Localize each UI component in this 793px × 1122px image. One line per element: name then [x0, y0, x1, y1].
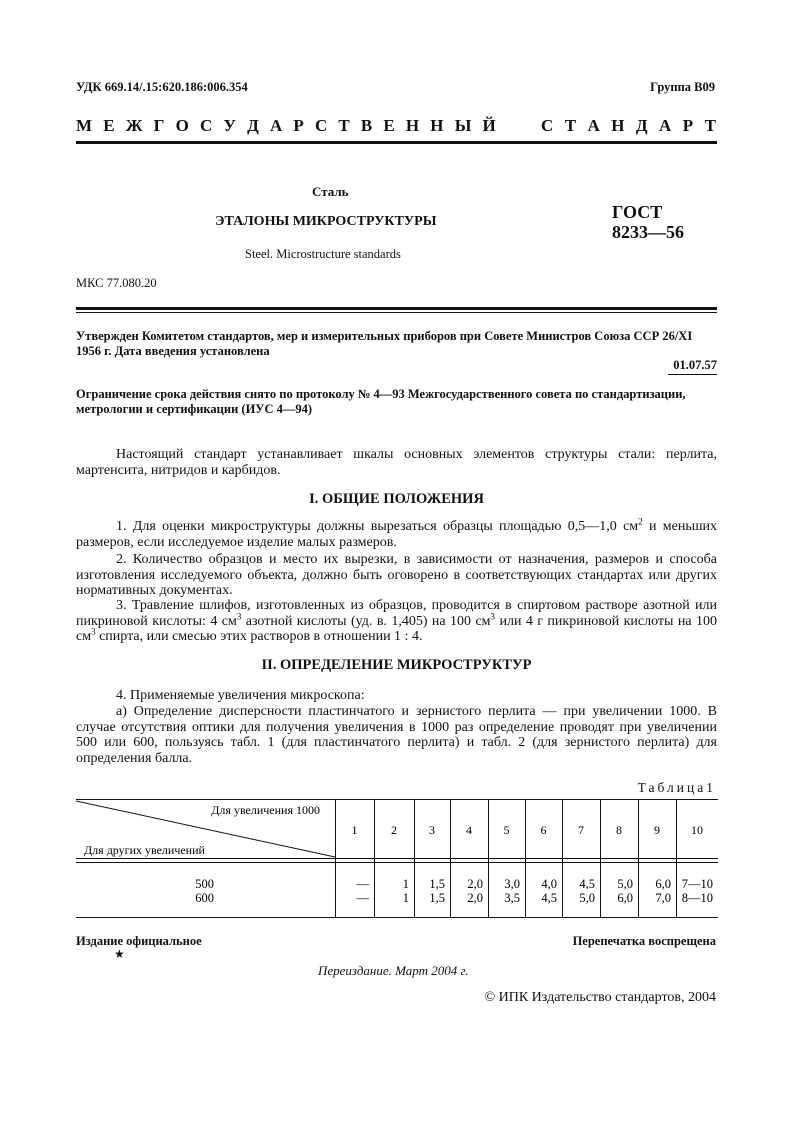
banner-left-letter: У	[223, 116, 236, 135]
group-code: Группа В09	[650, 80, 715, 94]
title-rule	[76, 307, 717, 310]
banner-left-letter: О	[175, 116, 189, 135]
paragraph-1	[76, 516, 717, 550]
table-cell: 6,0	[655, 877, 671, 891]
gost-code: 8233—56	[612, 222, 684, 242]
section-1-title: I. ОБЩИЕ ПОЛОЖЕНИЯ	[309, 491, 484, 507]
p3-text-b: азотной кислоты (уд. в. 1,405) на 100 см	[241, 613, 491, 629]
star-icon: ★	[114, 947, 125, 961]
table-column-header: 8	[616, 823, 622, 837]
gost-label: ГОСТ	[612, 202, 663, 222]
table-cell: 7,0	[655, 891, 671, 905]
gost-number	[612, 202, 684, 242]
table-row-label: 600	[195, 891, 214, 905]
banner-left-letter: М	[76, 116, 93, 135]
standard-banner	[76, 116, 716, 136]
table-cell: 5,0	[617, 877, 633, 891]
table-cell: 7—10	[681, 877, 713, 891]
table-column-header: 3	[429, 823, 435, 837]
table-corner-top: Для увеличения 1000	[211, 803, 320, 817]
table-cell: 1	[402, 891, 409, 905]
banner-left-letter: Е	[103, 116, 115, 135]
paragraph-4: 4. Применяемые увеличения микроскопа:	[116, 688, 365, 703]
banner-right-letter: А	[587, 116, 600, 135]
english-title: Steel. Microstructure standards	[245, 247, 401, 261]
table-cell: 4,0	[541, 877, 557, 891]
p3-sup-2: 3	[490, 610, 496, 621]
introduction-date: 01.07.57	[673, 358, 717, 372]
section-2-title: II. ОПРЕДЕЛЕНИЕ МИКРОСТРУКТУР	[261, 657, 532, 673]
table-1	[76, 799, 718, 918]
copyright: © ИПК Издательство стандартов, 2004	[484, 990, 716, 1005]
table-cell: 8—10	[681, 891, 713, 905]
table-cell: 3,5	[504, 891, 520, 905]
p3-text-d: спирта, или смесью этих растворов в отношении 1 : 4.	[95, 629, 423, 644]
udk-code: УДК 669.14/.15:620.186:006.354	[76, 80, 248, 94]
reprint-forbidden: Перепечатка воспрещена	[572, 934, 716, 948]
table-corner-bottom: Для других увеличений	[84, 843, 205, 857]
official-edition: Издание официальное	[76, 934, 202, 948]
banner-left-letter: Г	[153, 116, 165, 135]
table-column-header: 9	[654, 823, 660, 837]
table-row-label: 500	[195, 877, 214, 891]
table-cell: 1	[402, 877, 409, 891]
paragraph-3	[76, 598, 717, 645]
header-rule	[76, 141, 717, 144]
banner-right-letter: Д	[635, 116, 648, 135]
table-column-header: 1	[351, 823, 358, 837]
table-column-header: 6	[540, 823, 547, 837]
banner-left-letter: Е	[383, 116, 395, 135]
p3-sup-3: 3	[91, 626, 96, 637]
table-cell: 5,0	[579, 891, 595, 905]
banner-left-letter: Д	[247, 116, 259, 135]
p3-text-c: или 4 г пикриновой кислоты на 100 см	[76, 613, 717, 644]
banner-right-letter: Н	[611, 116, 625, 135]
banner-left-letter: Й	[482, 116, 496, 135]
table-cell: —	[356, 877, 369, 891]
table-column-header: 2	[391, 823, 397, 837]
date-underline	[668, 374, 717, 375]
approval-text: Утвержден Комитетом стандартов, мер и измерительных приборов при Совете Министров Союза ССР 26/XI 1956 г. Дата введения установлена	[76, 329, 693, 358]
banner-left-letter: Р	[293, 116, 304, 135]
table-cell: 2,0	[467, 877, 483, 891]
table-cell: 2,0	[467, 891, 483, 905]
banner-left-letter: В	[360, 116, 373, 135]
limitation-text: Ограничение срока действия снято по протоколу № 4—93 Межгосударственного совета по стандартизации, метрологии и сертификации (ИУС 4—94)	[76, 387, 686, 416]
table-caption: Таблица1	[637, 780, 716, 795]
table-cell: —	[356, 891, 369, 905]
table-cell: 1,5	[429, 877, 445, 891]
standard-title: ЭТАЛОНЫ МИКРОСТРУКТУРЫ	[215, 214, 437, 229]
table-cell: 4,5	[541, 891, 557, 905]
p1-sup: 2	[638, 516, 643, 527]
reissue-note: Переиздание. Март 2004 г.	[318, 963, 469, 978]
mks-code: МКС 77.080.20	[76, 276, 157, 290]
table-cell: 3,0	[504, 877, 520, 891]
table-column-header: 5	[503, 823, 510, 837]
banner-left-letter: Ы	[454, 116, 472, 135]
banner-right-letter: А	[659, 116, 672, 135]
p1-text-a: 1. Для оценки микроструктуры должны вырезаться образцы площадью 0,5—1,0 см	[116, 519, 639, 534]
banner-left-letter: Ж	[125, 116, 143, 135]
material-label: Сталь	[312, 184, 349, 199]
banner-right-letter: Т	[564, 116, 577, 135]
banner-left-letter: А	[269, 116, 283, 135]
table-cell: 6,0	[617, 891, 633, 905]
banner-right	[541, 116, 716, 136]
table-column-header: 4	[466, 823, 472, 837]
banner-left-letter: Т	[338, 116, 350, 135]
title-rule-thin	[76, 312, 717, 313]
table-column-header: 10	[691, 823, 703, 837]
banner-left-letter: С	[200, 116, 213, 135]
banner-left-letter: Н	[430, 116, 444, 135]
paragraph-2: 2. Количество образцов и место их вырезки, в зависимости от назначения, размеров и способа изготовления исследуемого объекта, должно быть оговорено в соответствующих стандартах или других нормативных документах.	[76, 552, 717, 598]
table-cell: 4,5	[579, 877, 595, 891]
p3-sup-1: 3	[236, 610, 242, 621]
paragraph-4a: а) Определение дисперсности пластинчатого и зернистого перлита — при увеличении 1000. В случае отсутствия оптики для получения увеличения в 1000 раз определение проводят при увеличении 500 или 600, пользуясь табл. 1 (для пластинчатого перлита) и табл. 2 (для зернистого перлита) для определения балла.	[76, 704, 717, 766]
banner-right-letter: Т	[704, 116, 716, 135]
banner-left-letter: С	[314, 116, 328, 135]
intro-paragraph: Настоящий стандарт устанавливает шкалы основных элементов структуры стали: перлита, мартенсита, нитридов и карбидов.	[76, 447, 717, 478]
table-cell: 1,5	[429, 891, 445, 905]
p1-text-b: и меньших размеров, если исследуемое изделие малых размеров.	[76, 519, 717, 550]
banner-right-letter: Р	[682, 116, 694, 135]
banner-left-letter: Н	[405, 116, 420, 135]
p3-text-a: 3. Травление шлифов, изготовленных из образцов, проводится в спиртовом растворе азотной или пикриновой кислоты: 4 см	[76, 598, 717, 629]
banner-left	[76, 116, 496, 136]
banner-right-letter: С	[541, 116, 554, 135]
table-column-header: 7	[578, 823, 584, 837]
